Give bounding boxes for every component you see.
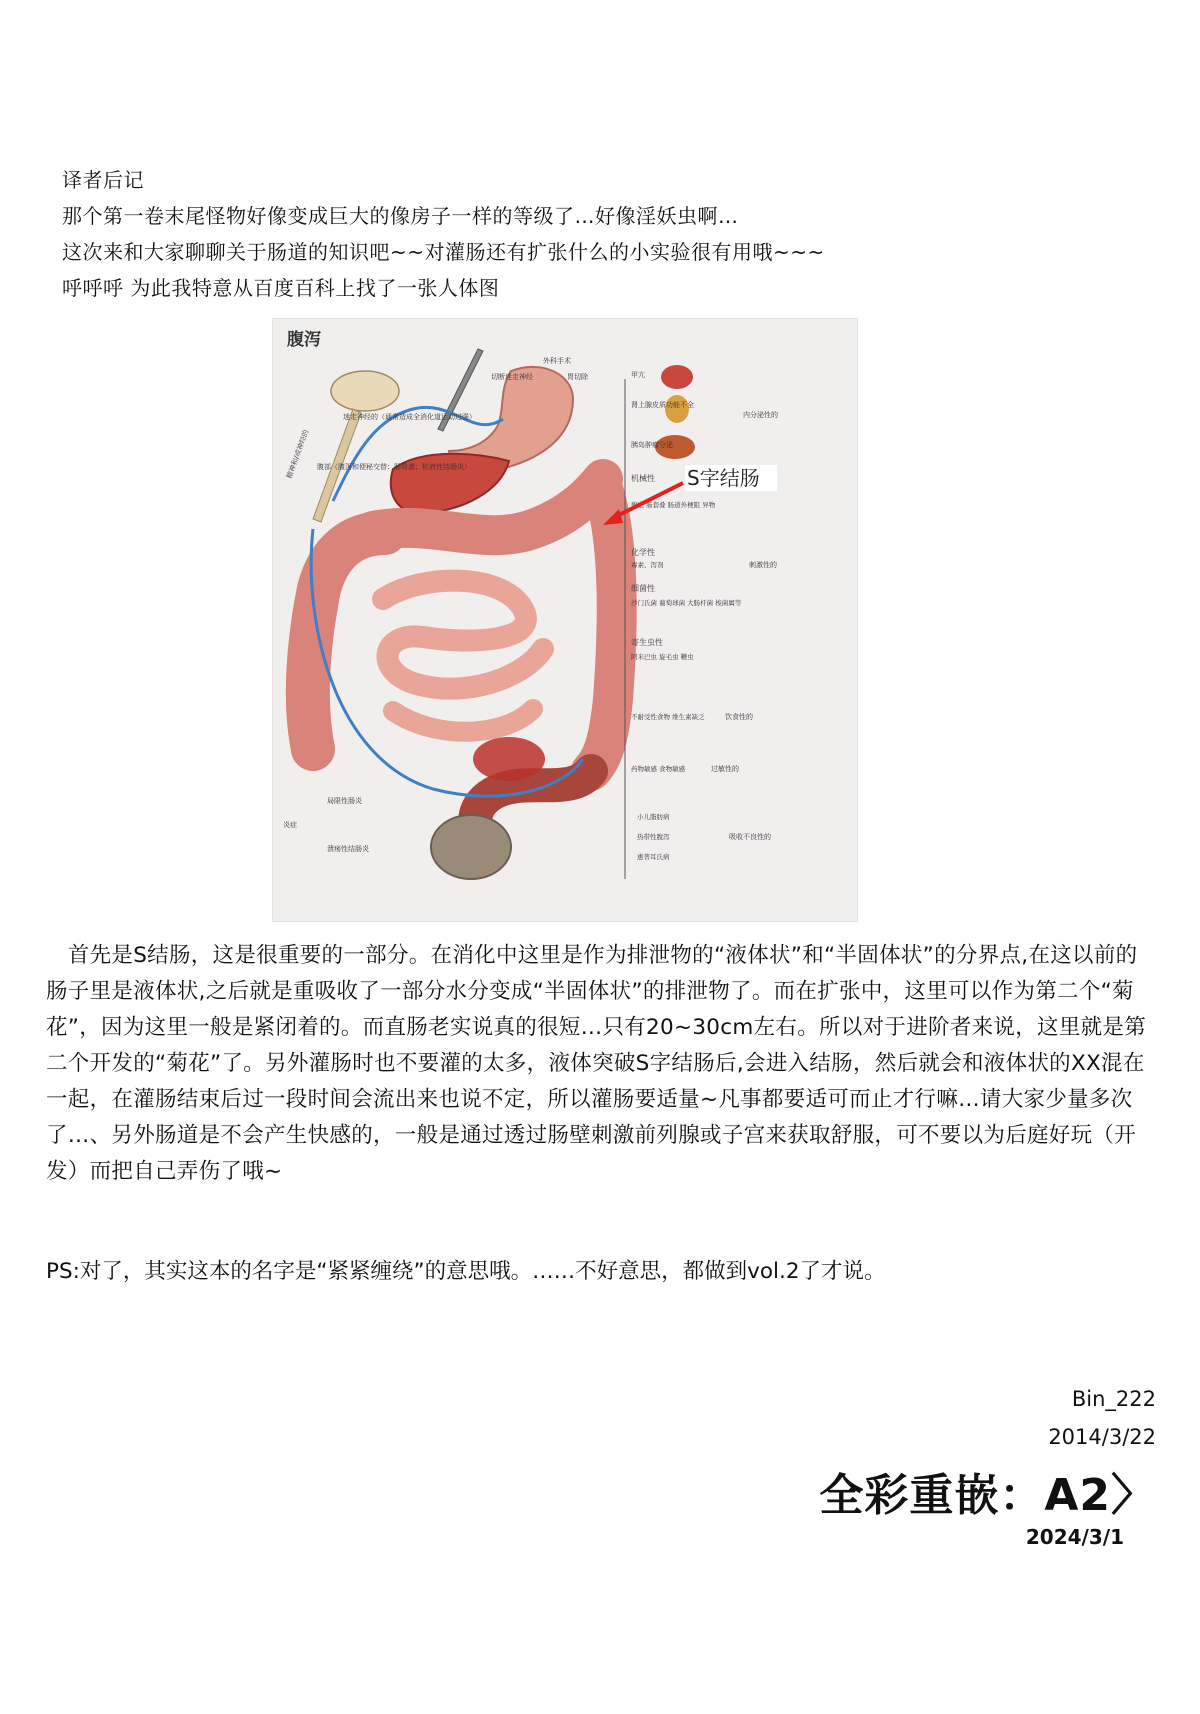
reembed-stamp xyxy=(819,1470,1156,1552)
label-psych: 精神和/或神经的 xyxy=(285,428,311,480)
label-bacterial: 细菌性 xyxy=(631,584,655,593)
label-infant: 小儿脂肪病 xyxy=(637,813,670,821)
anatomy-diagram xyxy=(272,318,858,922)
label-whipple: 惠普耳氏病 xyxy=(637,853,670,861)
label-vagotomy: 切断迷走神经 xyxy=(491,373,533,381)
label-malabsorption: 吸收不良性的 xyxy=(729,833,771,841)
label-dietary: 饮食性的 xyxy=(725,713,753,721)
small-intestine-loop-icon xyxy=(393,709,533,732)
signature-date: 2014/3/22 xyxy=(1048,1425,1156,1449)
intro-heading: 译者后记 xyxy=(62,168,144,192)
digestive-tract-illustration xyxy=(273,319,857,921)
label-mechanical: 机械性 xyxy=(631,474,655,483)
label-food-intolerance: 不耐受性食物 维生素缺乏 xyxy=(631,713,705,721)
sigmoid-annotation-label: S字结肠 xyxy=(687,466,760,490)
signature-name: Bin_222 xyxy=(1071,1387,1156,1411)
label-thyroid: 甲亢 xyxy=(631,371,645,379)
body-paragraph: 首先是S结肠，这是很重要的一部分。在消化中这里是作为排泄物的“液体状”和“半固体状”的分界点,在这以前的肠子里是液体状,之后就是重吸收了一部分水分变成“半固体状”的排泄物了。而在扩张中，这里可以作为第二个“菊花”，因为这里一般是紧闭着的。而直肠老实说真的很短…只有20~30cm左右。所以对于进阶者来说，这里就是第二个开发的“菊花”了。另外灌肠时也不要灌的太多，液体突破S字结肠后,会进入结肠，然后就会和液体状的XX混在一起，在灌肠结束后过一段时间会流出来也说不定，所以灌肠要适量~凡事都要适可而止才行嘛…请大家少量多次了…、另外肠道是不会产生快感的，一般是通过透过肠壁刺激前列腺或子宫来获取舒服，可不要以为后庭好玩（开发）而把自己弄伤了哦~ xyxy=(46,943,1147,1184)
label-endocrine: 内分泌性的 xyxy=(743,411,778,419)
thyroid-icon xyxy=(661,365,693,389)
label-regional-enteritis: 局限性肠炎 xyxy=(327,797,362,805)
label-parasitic: 寄生虫性 xyxy=(631,638,663,647)
label-tropical: 热带性腹泻 xyxy=(637,833,670,841)
label-abdominal: 腹部（腹泻和便秘交替：肠易激；粘液性结肠炎） xyxy=(317,463,471,471)
body-paragraph-block xyxy=(46,938,1158,1190)
ps-note: PS:对了，其实这本的名字是“紧紧缠绕”的意思哦。……不好意思，都做到vol.2了才说。 xyxy=(46,1259,886,1284)
stamp-title: 全彩重嵌：A2〉 xyxy=(819,1470,1156,1521)
label-para-items: 阿米巴虫 旋毛虫 鞭虫 xyxy=(631,653,694,661)
label-chem-items: 毒素、泻剂 xyxy=(631,561,664,569)
label-ulcerative-colitis: 溃疡性结肠炎 xyxy=(327,845,369,853)
label-vagal: 迷走神经的（通常造成全消化道运动过强） xyxy=(343,413,476,421)
label-allergic: 过敏性的 xyxy=(711,765,739,773)
label-bact-items: 沙门氏菌 葡萄球菌 大肠杆菌 梭菌属等 xyxy=(631,599,742,607)
label-drug-sensitivity: 药物敏感 食物敏感 xyxy=(631,765,686,773)
intro-line: 呼呼呼 为此我特意从百度百科上找了一张人体图 xyxy=(62,276,500,300)
intro-line: 这次来和大家聊聊关于肠道的知识吧~~对灌肠还有扩张什么的小实验很有用哦~~~ xyxy=(62,240,825,264)
label-gastrectomy: 胃切除 xyxy=(567,373,588,381)
label-inflammation: 炎症 xyxy=(283,821,297,829)
descending-colon-icon xyxy=(591,489,617,771)
brain-icon xyxy=(331,371,399,411)
label-irritative: 刺激性的 xyxy=(749,561,777,569)
label-mech-items: 憩室 肠套叠 肠道外梗阻 异物 xyxy=(631,501,716,509)
stamp-date: 2024/3/1 xyxy=(1025,1525,1124,1549)
diagram-title: 腹泻 xyxy=(287,330,321,350)
inflamed-colon-icon xyxy=(473,737,545,781)
label-adrenal: 肾上腺皮质功能不全 xyxy=(631,401,694,409)
adrenal-icon xyxy=(665,395,689,423)
rectum-icon xyxy=(431,815,511,879)
label-surgery: 外科手术 xyxy=(543,357,571,365)
label-chemical: 化学性 xyxy=(631,548,655,557)
translator-notes-intro xyxy=(62,162,825,306)
intro-line: 那个第一卷末尾怪物好像变成巨大的像房子一样的等级了…好像淫妖虫啊… xyxy=(62,204,739,228)
signature-block xyxy=(1048,1380,1156,1456)
label-pancreas-tumor: 胰岛肿瘤分泌 xyxy=(631,441,673,449)
small-intestine-icon xyxy=(383,581,543,689)
